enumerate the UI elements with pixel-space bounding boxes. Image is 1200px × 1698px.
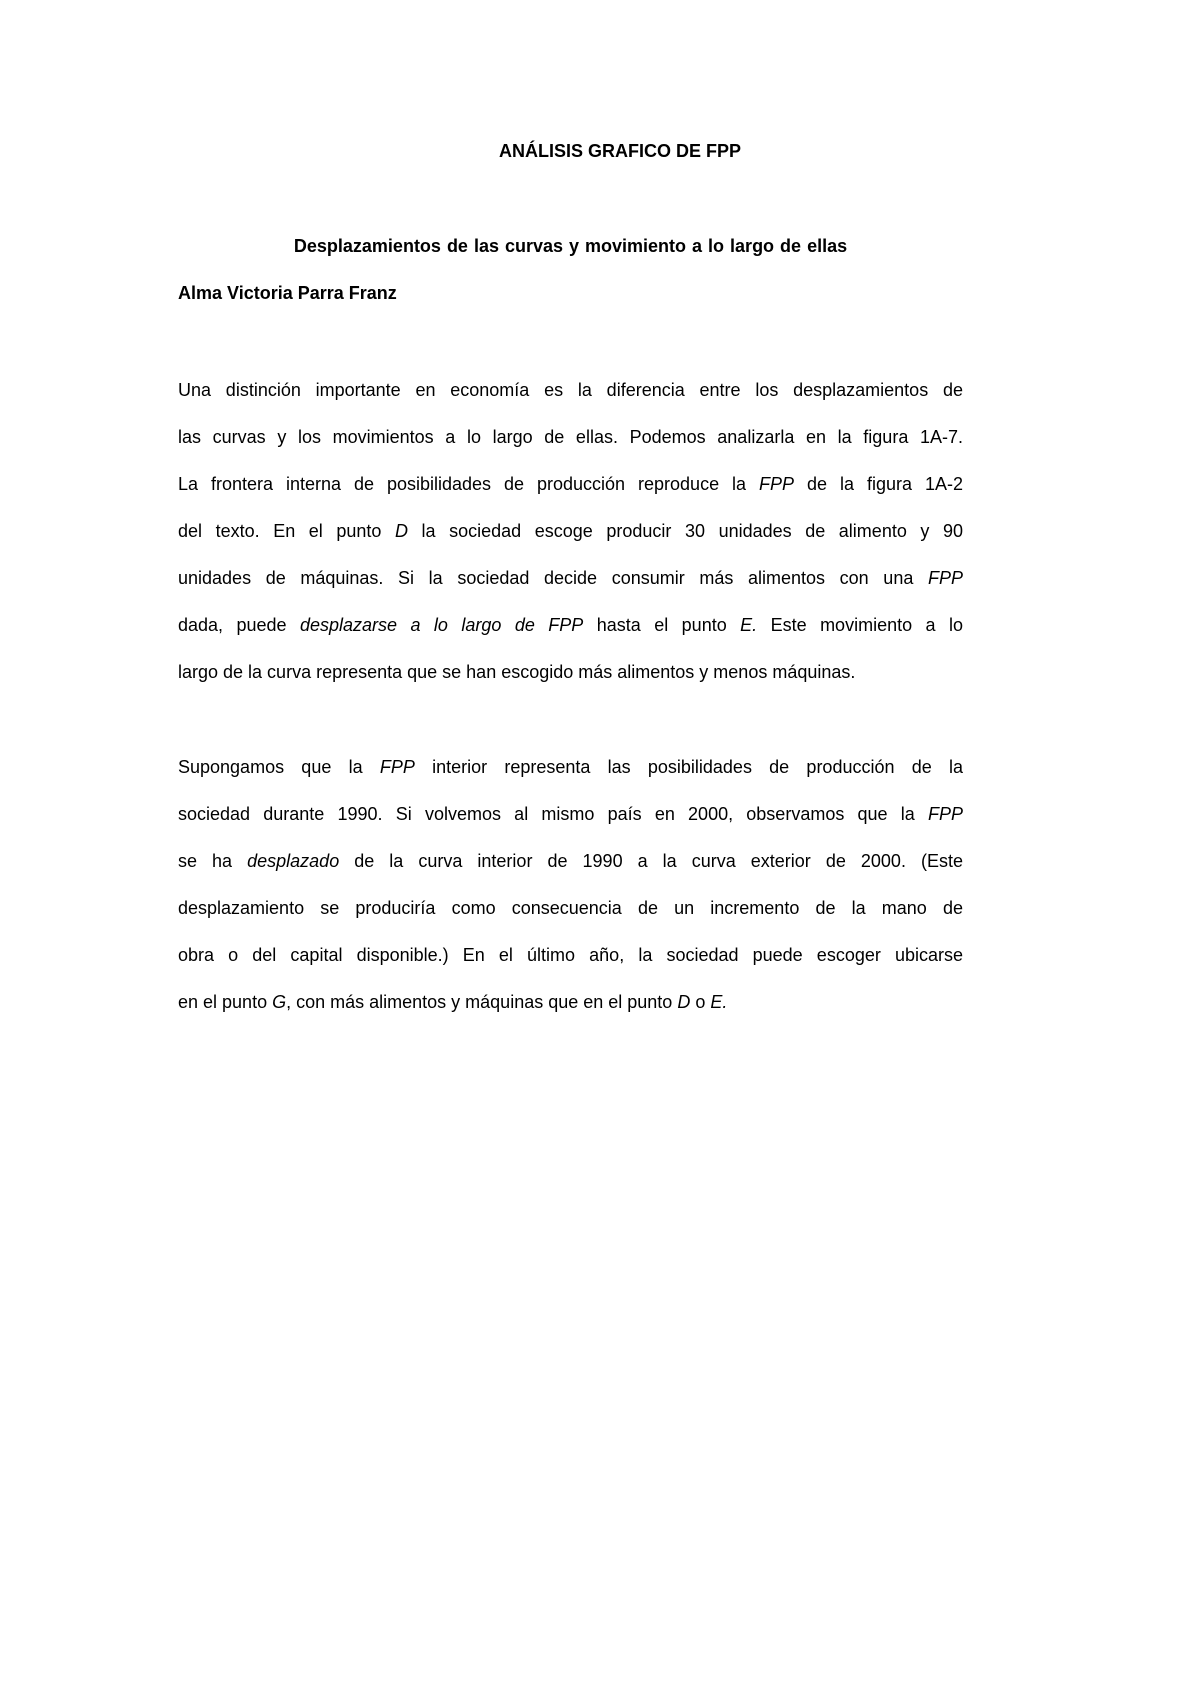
text-line	[178, 566, 963, 613]
italic-text: G	[272, 992, 287, 1012]
text-segment: Este movimiento a lo	[757, 615, 963, 635]
text-segment: las curvas y los movimientos a lo largo de ellas. Podemos analizarla en la figura 1A-7.	[178, 427, 963, 447]
italic-text: FPP	[759, 474, 795, 494]
paragraph-1	[178, 378, 963, 707]
italic-text: E.	[740, 615, 758, 635]
text-segment: se ha	[178, 851, 248, 871]
text-segment: interior representa las posibilidades de producción de la	[414, 757, 963, 777]
text-segment: o	[690, 992, 711, 1012]
text-segment: La frontera interna de posibilidades de producción reproduce la	[178, 474, 760, 494]
text-segment: en el punto	[178, 992, 273, 1012]
text-segment: Supongamos que la	[178, 757, 380, 777]
text-segment: la sociedad escoge producir 30 unidades de alimento y 90	[407, 521, 964, 541]
text-segment: hasta el punto	[583, 615, 741, 635]
text-segment: desplazamiento se produciría como consecuencia de un incremento de la mano de	[178, 898, 963, 918]
text-line	[178, 755, 963, 802]
text-segment: dada, puede	[178, 615, 300, 635]
text-line	[178, 613, 963, 660]
document-subtitle: Desplazamientos de las curvas y movimiento a lo largo de ellas	[293, 236, 848, 256]
italic-text: desplazado	[247, 851, 340, 871]
text-line	[178, 519, 963, 566]
text-segment: de la figura 1A-2	[794, 474, 963, 494]
author-name: Alma Victoria Parra Franz	[178, 283, 397, 303]
italic-text: D	[394, 521, 408, 541]
italic-text: FPP	[927, 568, 963, 588]
text-line	[178, 943, 963, 990]
text-segment: de la curva interior de 1990 a la curva exterior de 2000. (Este	[339, 851, 963, 871]
text-line	[178, 660, 963, 707]
text-line	[178, 472, 963, 519]
paragraph-2	[178, 755, 963, 1037]
document-title: ANÁLISIS GRAFICO DE FPP	[498, 141, 741, 161]
text-line	[178, 849, 963, 896]
text-segment: del texto. En el punto	[178, 521, 395, 541]
text-line	[178, 378, 963, 425]
text-line	[178, 425, 963, 472]
italic-text: FPP	[927, 804, 963, 824]
italic-text: desplazarse a lo largo de FPP	[299, 615, 584, 635]
text-line	[178, 896, 963, 943]
text-line	[178, 802, 963, 849]
text-segment: Una distinción importante en economía es la diferencia entre los desplazamientos de	[178, 380, 963, 400]
italic-text: E.	[710, 992, 728, 1012]
text-segment: unidades de máquinas. Si la sociedad decide consumir más alimentos con una	[178, 568, 928, 588]
text-segment: obra o del capital disponible.) En el último año, la sociedad puede escoger ubicarse	[178, 945, 963, 965]
text-segment: sociedad durante 1990. Si volvemos al mismo país en 2000, observamos que la	[178, 804, 928, 824]
text-segment: largo de la curva representa que se han escogido más alimentos y menos máquinas.	[178, 662, 856, 682]
text-line	[178, 990, 963, 1037]
text-segment: , con más alimentos y máquinas que en el punto	[286, 992, 678, 1012]
italic-text: D	[677, 992, 691, 1012]
italic-text: FPP	[379, 757, 415, 777]
